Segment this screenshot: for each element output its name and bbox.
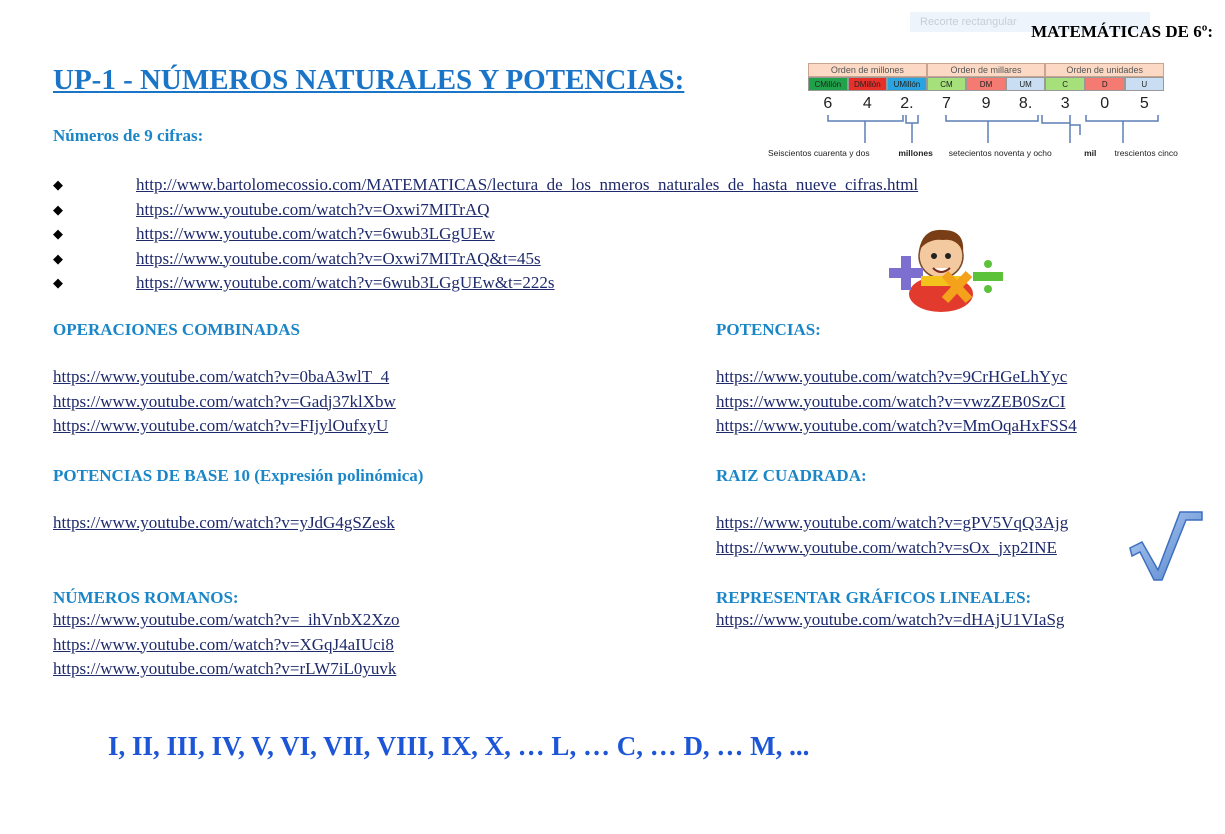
link-youtube[interactable]: https://www.youtube.com/watch?v=6wub3LGgUEw&t=222s (136, 273, 555, 292)
list-item (53, 222, 918, 247)
corner-title: MATEMÁTICAS DE 6º: (1031, 22, 1213, 41)
math-kid-illustration (873, 220, 1008, 312)
link-youtube[interactable]: https://www.youtube.com/watch?v=MmOqaHxFSS4 (716, 416, 1077, 435)
diamond-bullet-icon: ◆ (53, 201, 63, 217)
place-value-cell: DM (966, 77, 1006, 91)
link-youtube[interactable]: https://www.youtube.com/watch?v=XGqJ4aIUci8 (53, 634, 394, 654)
section-raiz (716, 466, 1068, 560)
place-value-groups (808, 63, 1164, 77)
place-value-digit: 0 (1100, 95, 1110, 112)
snipping-tool-label: Recorte rectangular (920, 16, 1017, 28)
section-title: POTENCIAS: (716, 320, 821, 339)
link-youtube[interactable]: https://www.youtube.com/watch?v=FIjylOufxyU (53, 416, 389, 435)
link-youtube[interactable]: https://www.youtube.com/watch?v=sOx_jxp2INE (716, 537, 1057, 557)
section-graficos (716, 588, 1064, 633)
place-value-cells (808, 77, 1164, 91)
place-value-cell: DMillón (848, 77, 888, 91)
list-item (53, 198, 918, 223)
link-youtube[interactable]: https://www.youtube.com/watch?v=rLW7iL0yuvk (53, 659, 397, 678)
list-item (53, 173, 918, 198)
group-millares: Orden de millares (927, 63, 1046, 77)
place-value-cell: UM (1006, 77, 1046, 91)
page-title: UP-1 - NÚMEROS NATURALES Y POTENCIAS: (53, 64, 685, 96)
link-youtube[interactable]: https://www.youtube.com/watch?v=6wub3LGgUEw (136, 224, 495, 243)
link-youtube[interactable]: https://www.youtube.com/watch?v=yJdG4gSZesk (53, 513, 395, 532)
place-value-table (808, 63, 1164, 117)
section-romanos (53, 588, 400, 682)
place-value-digit: 7 (942, 95, 951, 112)
bullet-link-list (53, 173, 918, 296)
section-title: OPERACIONES COMBINADAS (53, 320, 300, 339)
place-value-cell: U (1125, 77, 1165, 91)
link-youtube[interactable]: https://www.youtube.com/watch?v=gPV5VqQ3Ajg (716, 513, 1069, 532)
list-item (53, 247, 918, 272)
place-value-cell: C (1045, 77, 1085, 91)
group-millones: Orden de millones (808, 63, 927, 77)
diamond-bullet-icon: ◆ (53, 250, 63, 266)
link-youtube[interactable]: https://www.youtube.com/watch?v=dHAjU1VIaSg (716, 610, 1065, 629)
diamond-bullet-icon: ◆ (53, 226, 63, 242)
link-youtube[interactable]: https://www.youtube.com/watch?v=Oxwi7MITrAQ&t=45s (136, 248, 541, 268)
place-value-digit: 4 (862, 95, 872, 112)
place-value-digit: 8. (1018, 95, 1033, 112)
section-title: RAIZ CUADRADA: (716, 466, 867, 485)
link-youtube[interactable]: https://www.youtube.com/watch?v=Gadj37klXbw (53, 391, 396, 411)
word-trescientos: trescientos cinco (1114, 148, 1178, 158)
place-value-words (768, 148, 1178, 158)
section-title: REPRESENTAR GRÁFICOS LINEALES: (716, 588, 1032, 607)
place-value-digit: 3 (1060, 95, 1070, 112)
place-value-cell: D (1085, 77, 1125, 91)
diamond-bullet-icon: ◆ (53, 177, 63, 193)
place-value-digit: 2. (900, 95, 914, 112)
square-root-icon (1128, 508, 1204, 584)
link-youtube[interactable]: https://www.youtube.com/watch?v=_ihVnbX2Xzo (53, 610, 400, 629)
group-unidades: Orden de unidades (1045, 63, 1164, 77)
roman-numerals-sequence: I, II, III, IV, V, VI, VII, VIII, IX, X, … L, … C, … D, … M, ... (108, 731, 810, 761)
word-mil: mil (1084, 148, 1097, 158)
word-millones: millones (898, 148, 933, 158)
list-item (53, 271, 918, 296)
section-base10 (53, 466, 423, 536)
section-operaciones (53, 320, 396, 439)
link-youtube[interactable]: https://www.youtube.com/watch?v=0baA3wlT_4 (53, 367, 390, 386)
place-value-brackets (808, 113, 1168, 149)
place-value-digit: 9 (981, 95, 991, 112)
link-youtube[interactable]: https://www.youtube.com/watch?v=9CrHGeLhYyc (716, 367, 1068, 386)
section-title: NÚMEROS ROMANOS: (53, 588, 239, 607)
section-title: POTENCIAS DE BASE 10 (Expresión polinómica) (53, 466, 424, 485)
place-value-digit: 5 (1139, 95, 1149, 112)
place-value-cell: CM (927, 77, 967, 91)
section-potencias (716, 320, 1077, 439)
place-value-cell: UMillón (887, 77, 927, 91)
link-bartolome[interactable]: http://www.bartolomecossio.com/MATEMATICAS/lectura_de_los_nmeros_naturales_de_hasta_nueve_cifras.html (136, 175, 919, 194)
link-youtube[interactable]: https://www.youtube.com/watch?v=Oxwi7MITrAQ (136, 199, 490, 219)
diamond-bullet-icon: ◆ (53, 275, 63, 291)
subtitle-nine-digits: Números de 9 cifras: (53, 126, 204, 145)
place-value-cell: CMillón (808, 77, 848, 91)
place-value-digit: 6 (823, 95, 833, 112)
word-seiscientos: Seiscientos cuarenta y dos (768, 148, 870, 158)
link-youtube[interactable]: https://www.youtube.com/watch?v=vwzZEB0SzCI (716, 391, 1066, 411)
word-setecientos: setecientos noventa y ocho (948, 148, 1052, 158)
